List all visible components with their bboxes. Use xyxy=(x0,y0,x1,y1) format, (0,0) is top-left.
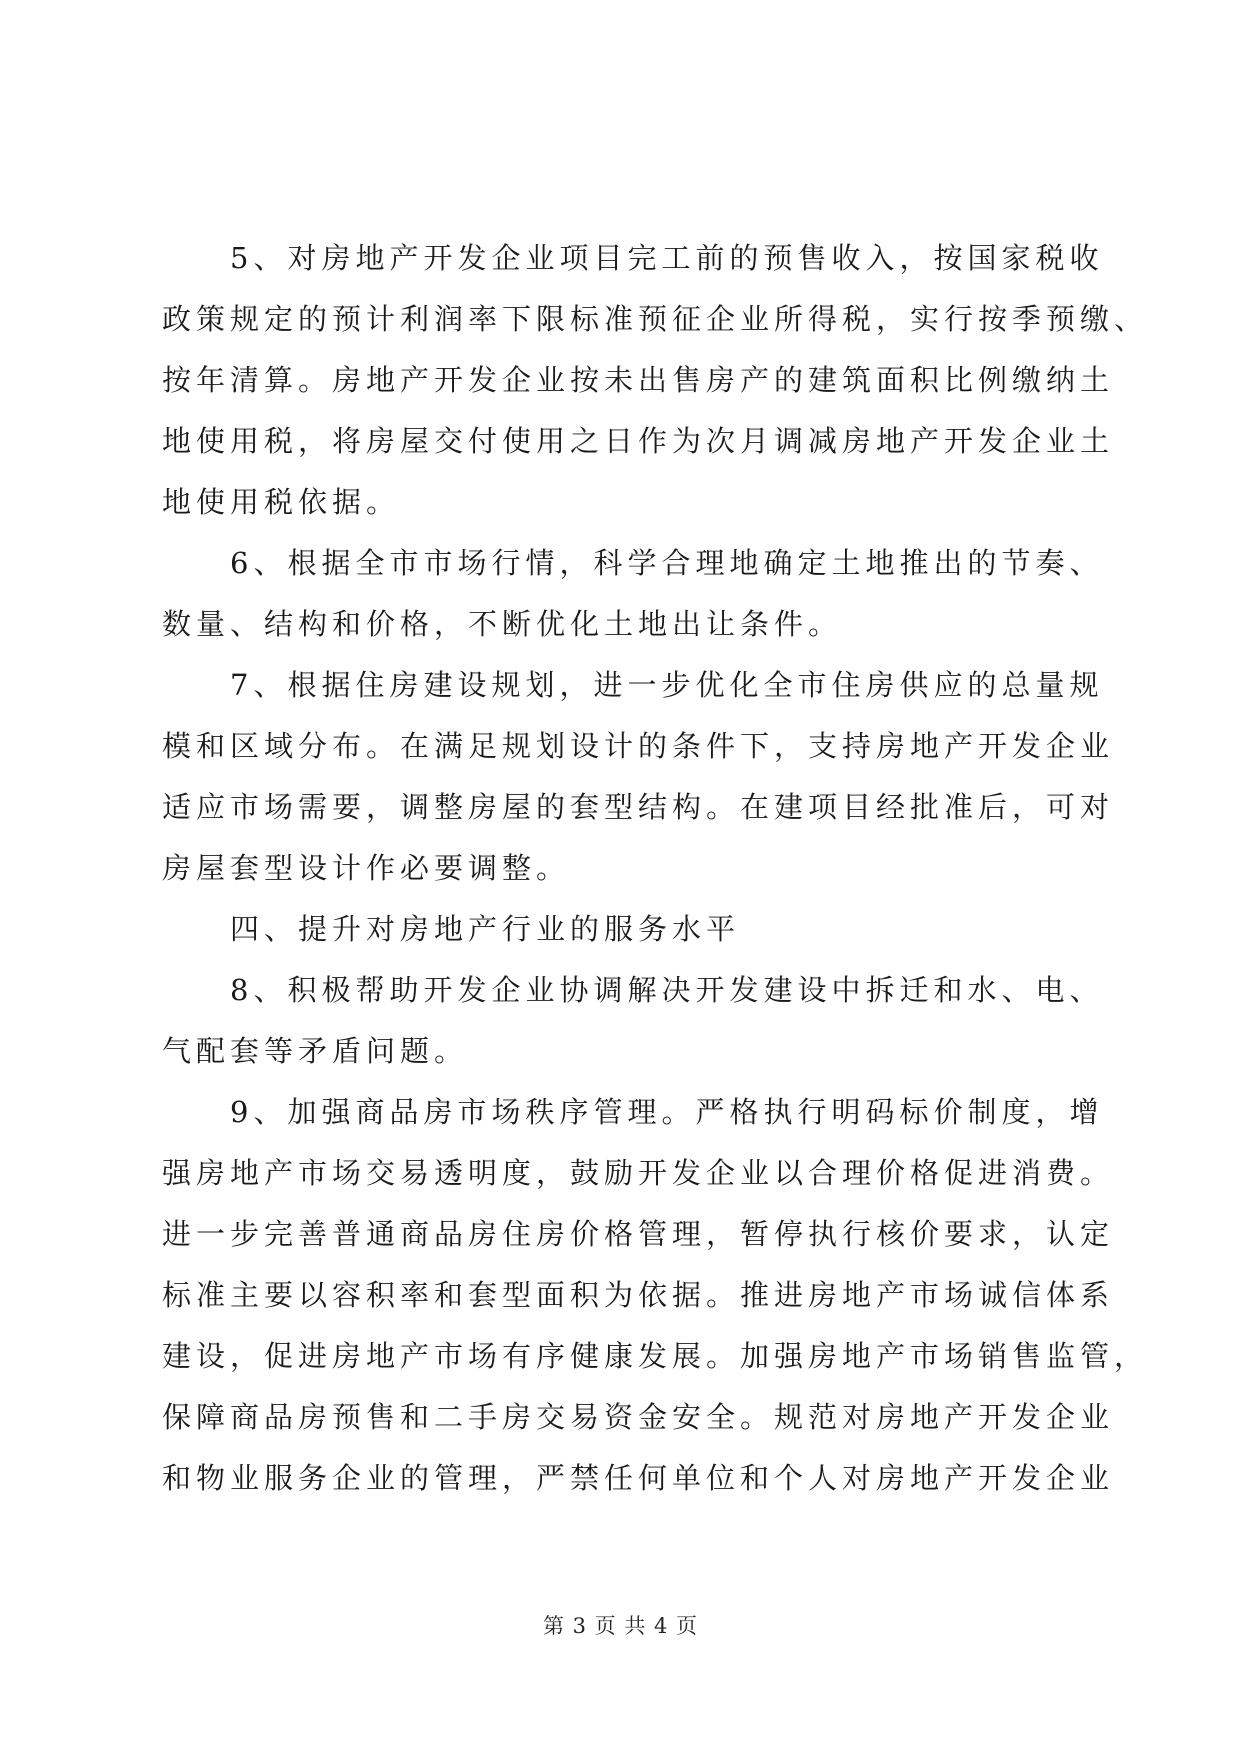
text-line: 9、加强商品房市场秩序管理。严格执行明码标价制度，增 xyxy=(230,1095,1104,1129)
text-line: 地使用税，将房屋交付使用之日作为次月调减房地产开发企业土 xyxy=(162,424,1115,458)
document-body xyxy=(162,228,1149,1509)
text-line: 房屋套型设计作必要调整。 xyxy=(162,851,571,885)
text-line: 7、根据住房建设规划，进一步优化全市住房供应的总量规 xyxy=(230,668,1104,702)
text-line: 标准主要以容积率和套型面积为依据。推进房地产市场诚信体系 xyxy=(162,1278,1115,1312)
text-line: 数量、结构和价格，不断优化土地出让条件。 xyxy=(162,607,843,641)
text-line: 地使用税依据。 xyxy=(162,485,401,519)
text-line: 政策规定的预计利润率下限标准预征企业所得税，实行按季预缴、 xyxy=(162,302,1149,336)
text-line: 适应市场需要，调整房屋的套型结构。在建项目经批准后，可对 xyxy=(162,790,1115,824)
text-line: 进一步完善普通商品房住房价格管理，暂停执行核价要求，认定 xyxy=(162,1217,1115,1251)
text-line: 气配套等矛盾问题。 xyxy=(162,1034,469,1068)
text-line: 建设，促进房地产市场有序健康发展。加强房地产市场销售监管， xyxy=(162,1339,1149,1373)
section-heading: 四、提升对房地产行业的服务水平 xyxy=(230,912,741,946)
text-line: 模和区域分布。在满足规划设计的条件下，支持房地产开发企业 xyxy=(162,729,1115,763)
text-line: 6、根据全市市场行情，科学合理地确定土地推出的节奏、 xyxy=(230,546,1104,580)
text-line: 强房地产市场交易透明度，鼓励开发企业以合理价格促进消费。 xyxy=(162,1156,1115,1190)
text-line: 和物业服务企业的管理，严禁任何单位和个人对房地产开发企业 xyxy=(162,1461,1115,1495)
page-number-footer: 第 3 页 共 4 页 xyxy=(542,1614,699,1638)
text-line: 按年清算。房地产开发企业按未出售房产的建筑面积比例缴纳土 xyxy=(162,363,1115,397)
text-line: 保障商品房预售和二手房交易资金安全。规范对房地产开发企业 xyxy=(162,1400,1115,1434)
text-line: 8、积极帮助开发企业协调解决开发建设中拆迁和水、电、 xyxy=(230,973,1104,1007)
text-line: 5、对房地产开发企业项目完工前的预售收入，按国家税收 xyxy=(230,241,1104,275)
